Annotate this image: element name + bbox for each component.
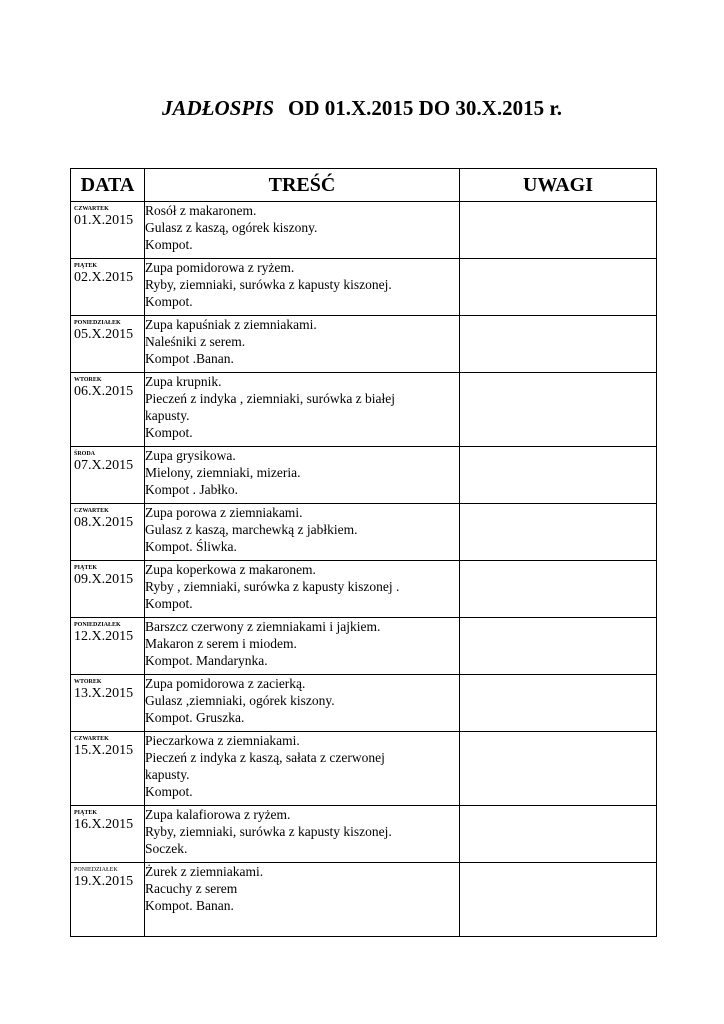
remarks-cell: [460, 373, 657, 447]
date-value: 09.X.2015: [74, 572, 134, 587]
header-row: [71, 169, 657, 202]
remarks-cell: [460, 863, 657, 937]
menu-line: Gulasz ,ziemniaki, ogórek kiszony.: [145, 693, 335, 708]
menu-line: Kompot. Banan.: [145, 898, 234, 913]
date-cell: [71, 618, 145, 675]
page-title: [0, 96, 724, 121]
weekday-label: WTOREK: [74, 679, 102, 685]
date-value: 16.X.2015: [74, 817, 134, 832]
remarks-cell: [460, 561, 657, 618]
header-tresc: TREŚĆ: [145, 169, 460, 202]
weekday-label: WTOREK: [74, 377, 102, 383]
table-row: [71, 863, 657, 937]
menu-content-cell: [145, 863, 460, 937]
menu-line: Kompot.: [145, 596, 193, 611]
date-cell: [71, 259, 145, 316]
menu-content-cell: [145, 675, 460, 732]
menu-line: Racuchy z serem: [145, 881, 238, 896]
menu-table: [70, 168, 657, 937]
table-row: [71, 504, 657, 561]
menu-content-cell: [145, 447, 460, 504]
weekday-label: CZWARTEK: [74, 508, 109, 514]
remarks-cell: [460, 259, 657, 316]
weekday-label: PIĄTEK: [74, 565, 98, 571]
title-range: OD 01.X.2015 DO 30.X.2015 r.: [288, 96, 562, 120]
menu-line: Kompot. Mandarynka.: [145, 653, 268, 668]
date-cell: [71, 316, 145, 373]
weekday-label: PONIEDZIAŁEK: [74, 622, 121, 628]
table-row: [71, 373, 657, 447]
menu-line: Kompot. Gruszka.: [145, 710, 245, 725]
table-row: [71, 618, 657, 675]
menu-line: Żurek z ziemniakami.: [145, 864, 264, 879]
date-cell: [71, 202, 145, 259]
date-value: 02.X.2015: [74, 270, 134, 285]
remarks-cell: [460, 675, 657, 732]
menu-line: Kompot . Jabłko.: [145, 482, 238, 497]
menu-line: Pieczarkowa z ziemniakami.: [145, 733, 300, 748]
date-value: 01.X.2015: [74, 213, 134, 228]
menu-line: Kompot.: [145, 294, 193, 309]
menu-content-cell: [145, 259, 460, 316]
date-cell: [71, 447, 145, 504]
header-uwagi: UWAGI: [460, 169, 657, 202]
menu-line: Kompot.: [145, 425, 193, 440]
menu-line: Zupa kapuśniak z ziemniakami.: [145, 317, 317, 332]
menu-content-cell: [145, 806, 460, 863]
date-value: 05.X.2015: [74, 327, 134, 342]
menu-content-cell: [145, 316, 460, 373]
remarks-cell: [460, 618, 657, 675]
weekday-label: PIĄTEK: [74, 810, 98, 816]
date-cell: [71, 504, 145, 561]
menu-line: Ryby, ziemniaki, surówka z kapusty kiszonej.: [145, 277, 392, 292]
date-cell: [71, 732, 145, 806]
table-row: [71, 561, 657, 618]
table-row: [71, 732, 657, 806]
table-row: [71, 316, 657, 373]
menu-line: Barszcz czerwony z ziemniakami i jajkiem.: [145, 619, 381, 634]
menu-body: [71, 202, 657, 937]
remarks-cell: [460, 504, 657, 561]
menu-line: Gulasz z kaszą, ogórek kiszony.: [145, 220, 318, 235]
weekday-label: PIĄTEK: [74, 263, 98, 269]
menu-line: Rosół z makaronem.: [145, 203, 257, 218]
menu-line: Zupa kalafiorowa z ryżem.: [145, 807, 291, 822]
menu-line: Makaron z serem i miodem.: [145, 636, 297, 651]
table-row: [71, 259, 657, 316]
date-cell: [71, 561, 145, 618]
table-row: [71, 675, 657, 732]
menu-line: Kompot. Śliwka.: [145, 539, 237, 554]
date-value: 08.X.2015: [74, 515, 134, 530]
date-cell: [71, 863, 145, 937]
remarks-cell: [460, 316, 657, 373]
menu-line: kapusty.: [145, 408, 190, 423]
menu-line: Pieczeń z indyka z kaszą, sałata z czerwonej: [145, 750, 385, 765]
table-row: [71, 806, 657, 863]
date-value: 15.X.2015: [74, 743, 134, 758]
date-cell: [71, 373, 145, 447]
menu-content-cell: [145, 504, 460, 561]
menu-line: Soczek.: [145, 841, 188, 856]
menu-content-cell: [145, 561, 460, 618]
weekday-label: PONIEDZIAŁEK: [74, 867, 118, 873]
menu-line: Pieczeń z indyka , ziemniaki, surówka z białej: [145, 391, 396, 406]
date-value: 07.X.2015: [74, 458, 134, 473]
menu-content-cell: [145, 373, 460, 447]
menu-content-cell: [145, 202, 460, 259]
table-row: [71, 202, 657, 259]
menu-line: Kompot.: [145, 784, 193, 799]
table-row: [71, 447, 657, 504]
menu-line: Kompot .Banan.: [145, 351, 234, 366]
menu-line: Mielony, ziemniaki, mizeria.: [145, 465, 301, 480]
menu-content-cell: [145, 618, 460, 675]
weekday-label: CZWARTEK: [74, 206, 109, 212]
header-data: DATA: [71, 169, 145, 202]
title-main: JADŁOSPIS: [161, 96, 275, 120]
menu-line: Naleśniki z serem.: [145, 334, 246, 349]
menu-line: Ryby, ziemniaki, surówka z kapusty kiszonej.: [145, 824, 392, 839]
date-value: 06.X.2015: [74, 384, 134, 399]
remarks-cell: [460, 732, 657, 806]
date-cell: [71, 806, 145, 863]
menu-line: kapusty.: [145, 767, 190, 782]
date-value: 13.X.2015: [74, 686, 134, 701]
weekday-label: CZWARTEK: [74, 736, 109, 742]
menu-content-cell: [145, 732, 460, 806]
date-value: 12.X.2015: [74, 629, 134, 644]
menu-line: Zupa krupnik.: [145, 374, 222, 389]
menu-line: Gulasz z kaszą, marchewką z jabłkiem.: [145, 522, 358, 537]
menu-line: Zupa koperkowa z makaronem.: [145, 562, 316, 577]
remarks-cell: [460, 806, 657, 863]
menu-line: Zupa pomidorowa z ryżem.: [145, 260, 295, 275]
remarks-cell: [460, 202, 657, 259]
menu-line: Zupa grysikowa.: [145, 448, 236, 463]
menu-line: Zupa porowa z ziemniakami.: [145, 505, 303, 520]
menu-line: Kompot.: [145, 237, 193, 252]
remarks-cell: [460, 447, 657, 504]
weekday-label: ŚRODA: [74, 451, 96, 457]
menu-line: Zupa pomidorowa z zacierką.: [145, 676, 306, 691]
menu-line: Ryby , ziemniaki, surówka z kapusty kiszonej .: [145, 579, 400, 594]
weekday-label: PONIEDZIAŁEK: [74, 320, 121, 326]
date-cell: [71, 675, 145, 732]
date-value: 19.X.2015: [74, 874, 134, 889]
